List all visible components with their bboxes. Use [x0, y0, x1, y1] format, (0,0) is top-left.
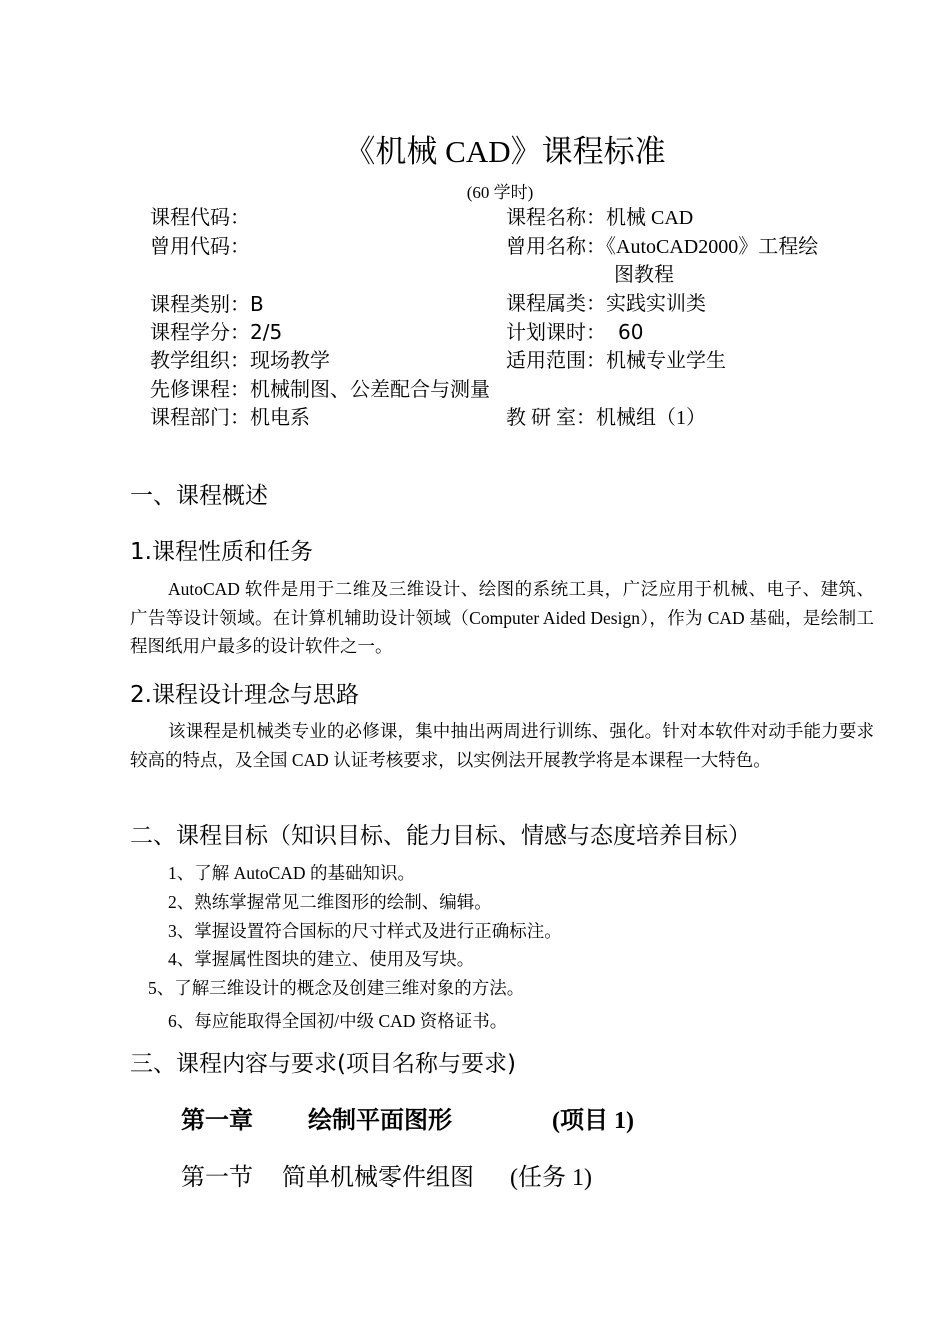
course-name-value: 机械 CAD: [606, 207, 694, 229]
credit-value: 2/5: [250, 320, 283, 344]
course-code-label: 课程代码：: [150, 207, 250, 229]
goal-item: 1、了解 AutoCAD 的基础知识。: [168, 863, 415, 883]
category-label: 课程类别：: [150, 294, 250, 316]
prerequisite-label: 先修课程：: [150, 379, 250, 401]
organization-row: [150, 347, 330, 375]
section1-sub1-text: AutoCAD 软件是用于二维及三维设计、绘图的系统工具，广泛应用于机械、电子、建筑、广告等设计领域。在计算机辅助设计领域（Computer Aided Design），作为 CAD 基础，是绘制工程图纸用户最多的设计软件之一。: [130, 579, 874, 656]
former-name-value-line2: 图教程: [614, 264, 674, 286]
credit-label: 课程学分：: [150, 322, 250, 344]
document-title: 《机械 CAD》课程标准: [344, 134, 666, 169]
department-label: 课程部门：: [150, 407, 250, 429]
goal-item: 2、熟练掌握常见二维图形的绘制、编辑。: [168, 892, 492, 912]
hours-value: 60: [618, 320, 644, 344]
goal-item: 3、掌握设置符合国标的尺寸样式及进行正确标注。: [168, 921, 562, 941]
section1-heading: 一、课程概述: [130, 483, 268, 509]
former-name-value-line1: 《AutoCAD2000》工程绘: [606, 236, 819, 258]
former-name-label: 曾用名称：: [506, 236, 606, 258]
chapter-project: (项目 1): [552, 1108, 634, 1134]
category-value: B: [250, 292, 264, 316]
section3-heading: 三、课程内容与要求(项目名称与要求): [130, 1051, 516, 1077]
hours-label: 计划课时：: [506, 322, 606, 344]
section-task: (任务 1): [510, 1165, 592, 1191]
former-name-row: [506, 233, 818, 261]
category-row: [150, 290, 264, 319]
document-subtitle: (60 学时): [466, 183, 534, 202]
office-value: 机械组（1）: [596, 407, 706, 429]
section1-sub2-text: 该课程是机械类专业的必修课，集中抽出两周进行训练、强化。针对本软件对动手能力要求较高的特点，及全国 CAD 认证考核要求，以实例法开展教学将是本课程一大特色。: [130, 721, 874, 770]
section1-sub1-paragraph: [130, 575, 874, 661]
scope-label: 适用范围：: [506, 350, 606, 372]
course-name-label: 课程名称：: [506, 207, 606, 229]
chapter-title: 绘制平面图形: [308, 1108, 452, 1134]
prerequisite-row: [150, 376, 490, 404]
department-row: [150, 404, 310, 432]
department-value: 机电系: [250, 407, 310, 429]
former-code-row: [150, 233, 250, 261]
section-label: 第一节: [181, 1165, 253, 1191]
hours-row: [506, 318, 643, 347]
office-row: [506, 404, 706, 432]
section1-sub2-heading: 2.课程设计理念与思路: [130, 682, 359, 708]
scope-row: [506, 347, 726, 375]
goal-item: 5、了解三维设计的概念及创建三维对象的方法。: [148, 978, 525, 998]
section1-sub1-heading: 1.课程性质和任务: [130, 539, 313, 565]
office-label: 教 研 室：: [506, 407, 596, 429]
chapter-label: 第一章: [181, 1108, 253, 1134]
organization-value: 现场教学: [250, 350, 330, 372]
course-code-row: [150, 204, 250, 232]
section1-sub2-paragraph: [130, 717, 874, 774]
goal-item: 4、掌握属性图块的建立、使用及写块。: [168, 949, 475, 969]
former-code-label: 曾用代码：: [150, 236, 250, 258]
section-title: 简单机械零件组图: [282, 1165, 474, 1191]
goal-item: 6、每应能取得全国初/中级 CAD 资格证书。: [168, 1011, 508, 1031]
course-name-row: [506, 204, 693, 232]
prerequisite-value: 机械制图、公差配合与测量: [250, 379, 490, 401]
attribute-row: [506, 290, 706, 318]
section2-heading: 二、课程目标（知识目标、能力目标、情感与态度培养目标）: [130, 823, 751, 849]
scope-value: 机械专业学生: [606, 350, 726, 372]
attribute-value: 实践实训类: [606, 293, 706, 315]
attribute-label: 课程属类：: [506, 293, 606, 315]
organization-label: 教学组织：: [150, 350, 250, 372]
credit-row: [150, 318, 282, 347]
